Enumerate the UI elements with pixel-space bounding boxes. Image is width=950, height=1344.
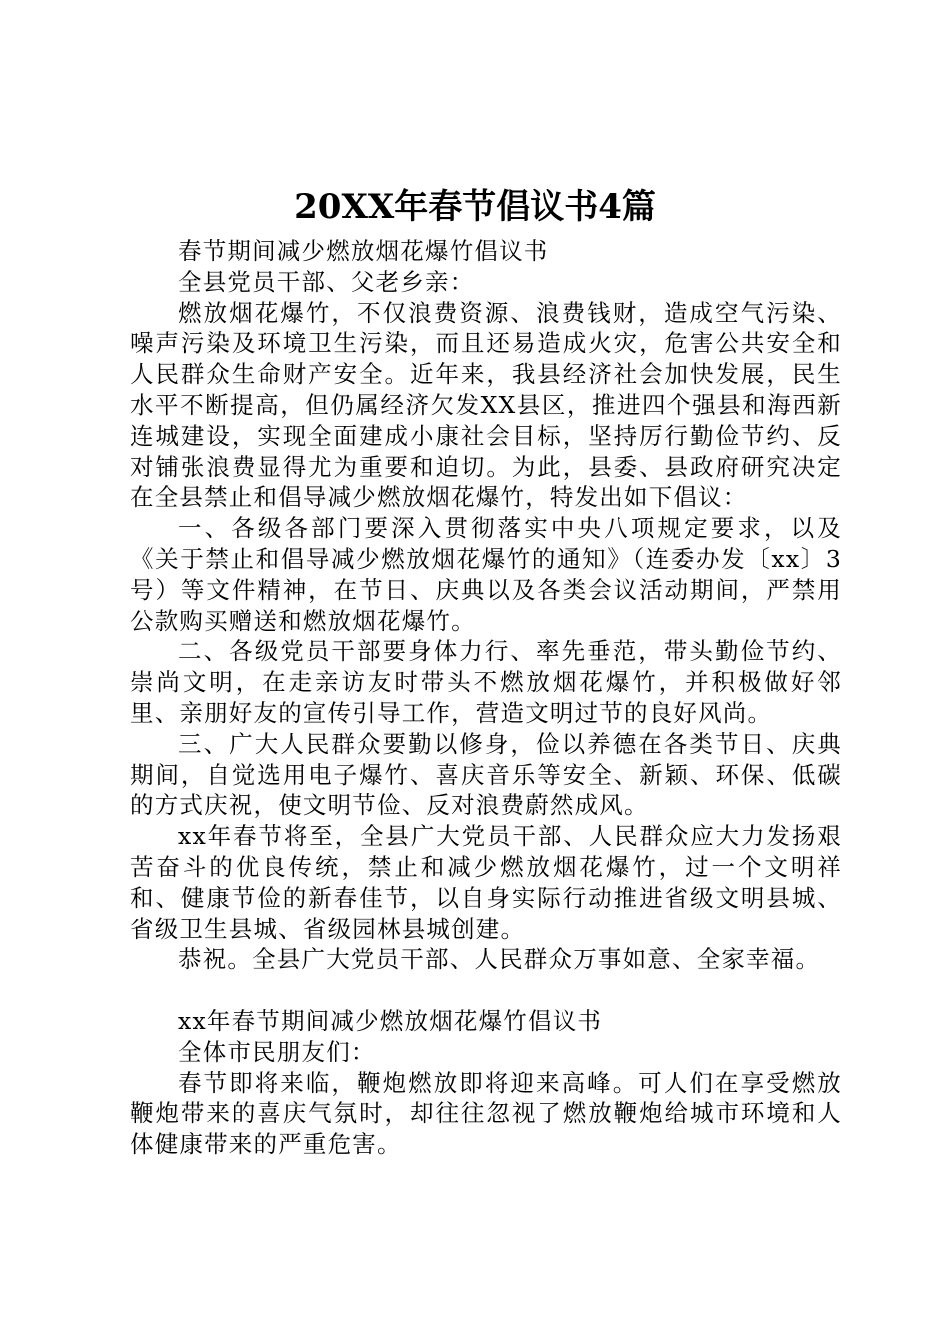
section2-paragraph: 春节即将来临，鞭炮燃放即将迎来高峰。可人们在享受燃放鞭炮带来的喜庆气氛时，却往往忽视了燃放鞭炮给城市环境和人体健康带来的严重危害。 [130, 1068, 842, 1159]
document-body [130, 236, 842, 1160]
section1-salutation: 全县党员干部、父老乡亲： [178, 267, 475, 296]
section1-paragraph: xx年春节将至，全县广大党员干部、人民群众应大力发扬艰苦奋斗的优良传统，禁止和减少燃放烟花爆竹，过一个文明祥和、健康节俭的新春佳节，以自身实际行动推进省级文明县城、省级卫生县城、省级园林县城创建。 [130, 822, 842, 943]
section-gap [130, 975, 842, 1006]
section1-paragraph: 二、各级党员干部要身体力行、率先垂范，带头勤俭节约、崇尚文明，在走亲访友时带头不燃放烟花爆竹，并积极做好邻里、亲朋好友的宣传引导工作，营造文明过节的良好风尚。 [130, 637, 842, 727]
document-title: 20XX年春节倡议书4篇 [294, 187, 656, 227]
section1-paragraph: 燃放烟花爆竹，不仅浪费资源、浪费钱财，造成空气污染、噪声污染及环境卫生污染，而且还易造成火灾，危害公共安全和人民群众生命财产安全。近年来，我县经济社会加快发展，民生水平不断提高，但仍属经济欠发XX县区，推进四个强县和海西新连城建设，实现全面建成小康社会目标，坚持厉行勤俭节约、反对铺张浪费显得尤为重要和迫切。为此，县委、县政府研究决定在全县禁止和倡导减少燃放烟花爆竹，特发出如下倡议： [130, 298, 842, 512]
section1-heading: 春节期间减少燃放烟花爆竹倡议书 [178, 237, 549, 265]
section1-paragraph: 一、各级各部门要深入贯彻落实中央八项规定要求，以及《关于禁止和倡导减少燃放烟花爆竹的通知》（连委办发〔xx〕3号）等文件精神，在节日、庆典以及各类会议活动期间，严禁用公款购买赠送和燃放烟花爆竹。 [130, 514, 842, 635]
section2-heading: xx年春节期间减少燃放烟花爆竹倡议书 [178, 1006, 603, 1035]
section1-paragraph: 三、广大人民群众要勤以修身，俭以养德在各类节日、庆典期间，自觉选用电子爆竹、喜庆音乐等安全、新颖、环保、低碳的方式庆祝，使文明节俭、反对浪费蔚然成风。 [130, 729, 842, 820]
section1-closing: 恭祝。全县广大党员干部、人民群众万事如意、全家幸福。 [178, 945, 821, 974]
section2-salutation: 全体市民朋友们： [178, 1037, 376, 1066]
